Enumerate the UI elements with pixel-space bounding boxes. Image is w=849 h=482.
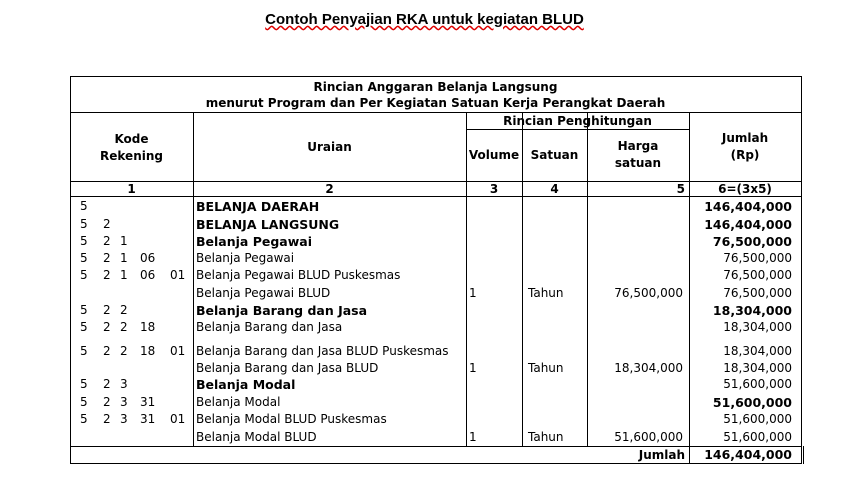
col-number: 6=(3x5)	[718, 182, 772, 196]
jumlah-cell: 76,500,000	[723, 251, 792, 265]
uraian-cell: Belanja Modal	[196, 395, 281, 409]
jumlah-cell: 18,304,000	[723, 320, 792, 334]
code-segment: 01	[170, 344, 186, 358]
code-segment: 2	[103, 234, 111, 248]
code-segment: 1	[120, 268, 128, 282]
code-segment: 3	[120, 377, 128, 391]
code-segment: 18	[140, 344, 156, 358]
code-segment: 2	[103, 251, 111, 265]
code-segment: 2	[103, 320, 111, 334]
code-segment: 1	[120, 234, 128, 248]
table-border	[70, 76, 802, 77]
header-kode: Kode	[114, 132, 149, 146]
code-segment: 5	[80, 251, 88, 265]
uraian-cell: Belanja Barang dan Jasa BLUD	[196, 361, 379, 375]
code-segment: 2	[103, 268, 111, 282]
code-segment: 5	[80, 412, 88, 426]
code-segment: 18	[140, 320, 156, 334]
code-segment: 2	[103, 217, 111, 231]
col-number: 1	[127, 182, 136, 196]
table-border	[803, 446, 804, 464]
code-segment: 06	[140, 268, 156, 282]
total-value: 146,404,000	[704, 447, 792, 462]
jumlah-cell: 146,404,000	[704, 199, 792, 214]
jumlah-cell: 18,304,000	[712, 303, 792, 318]
header-satuan: Satuan	[530, 148, 579, 162]
table-border	[193, 112, 194, 447]
col-number: 2	[325, 182, 334, 196]
code-segment: 2	[120, 320, 128, 334]
code-segment: 5	[80, 344, 88, 358]
uraian-cell: BELANJA LANGSUNG	[196, 217, 340, 232]
header-volume: Volume	[468, 148, 520, 162]
uraian-cell: Belanja Barang dan Jasa	[196, 320, 343, 334]
code-segment: 2	[103, 395, 111, 409]
code-segment: 5	[80, 268, 88, 282]
harga-cell: 76,500,000	[614, 286, 683, 300]
volume-cell: 1	[469, 430, 477, 444]
code-segment: 5	[80, 234, 88, 248]
code-segment: 01	[170, 268, 186, 282]
code-segment: 3	[120, 395, 128, 409]
table-title-line2: menurut Program dan Per Kegiatan Satuan Kerja Perangkat Daerah	[205, 96, 666, 110]
uraian-cell: Belanja Pegawai BLUD Puskesmas	[196, 268, 401, 282]
uraian-cell: Belanja Pegawai	[196, 251, 295, 265]
table-title-line1: Rincian Anggaran Belanja Langsung	[313, 80, 558, 94]
code-segment: 1	[120, 251, 128, 265]
table-border	[70, 463, 802, 464]
code-segment: 2	[103, 344, 111, 358]
code-segment: 5	[80, 377, 88, 391]
header-rekening: Rekening	[100, 149, 163, 163]
satuan-cell: Tahun	[528, 430, 564, 444]
volume-cell: 1	[469, 361, 477, 375]
uraian-cell: BELANJA DAERAH	[196, 199, 320, 214]
code-segment: 2	[103, 303, 111, 317]
jumlah-cell: 51,600,000	[723, 412, 792, 426]
jumlah-cell: 51,600,000	[712, 395, 792, 410]
col-number: 3	[489, 182, 499, 196]
jumlah-cell: 76,500,000	[723, 268, 792, 282]
code-segment: 2	[120, 344, 128, 358]
col-number: 5	[676, 182, 685, 196]
uraian-cell: Belanja Pegawai	[196, 234, 312, 249]
satuan-cell: Tahun	[528, 361, 564, 375]
header-rp: (Rp)	[730, 148, 760, 162]
uraian-cell: Belanja Modal BLUD	[196, 430, 317, 444]
jumlah-cell: 76,500,000	[712, 234, 792, 249]
harga-cell: 18,304,000	[614, 361, 683, 375]
total-label: Jumlah	[638, 448, 685, 462]
code-segment: 5	[80, 303, 88, 317]
header-jumlah: Jumlah	[721, 131, 769, 145]
code-segment: 2	[103, 377, 111, 391]
code-segment: 2	[120, 303, 128, 317]
header-harga: Harga	[617, 139, 659, 153]
header-satuan-harga: satuan	[614, 156, 662, 170]
col-number: 4	[550, 182, 559, 196]
code-segment: 31	[140, 412, 156, 426]
code-segment: 5	[80, 395, 88, 409]
jumlah-cell: 146,404,000	[704, 217, 792, 232]
uraian-cell: Belanja Modal	[196, 377, 296, 392]
page-title: Contoh Penyajian RKA untuk kegiatan BLUD	[265, 11, 584, 28]
code-segment: 01	[170, 412, 186, 426]
code-segment: 5	[80, 320, 88, 334]
code-segment: 5	[80, 217, 88, 231]
header-rincian: Rincian Penghitungan	[503, 114, 652, 128]
jumlah-cell: 76,500,000	[723, 286, 792, 300]
jumlah-cell: 18,304,000	[723, 344, 792, 358]
volume-cell: 1	[469, 286, 477, 300]
uraian-cell: Belanja Modal BLUD Puskesmas	[196, 412, 387, 426]
code-segment: 2	[103, 412, 111, 426]
jumlah-cell: 18,304,000	[723, 361, 792, 375]
table-border	[801, 76, 802, 464]
jumlah-cell: 51,600,000	[723, 377, 792, 391]
header-uraian: Uraian	[307, 140, 352, 154]
code-segment: 06	[140, 251, 156, 265]
satuan-cell: Tahun	[528, 286, 564, 300]
jumlah-cell: 51,600,000	[723, 430, 792, 444]
harga-cell: 51,600,000	[614, 430, 683, 444]
table-border	[70, 112, 802, 113]
uraian-cell: Belanja Barang dan Jasa BLUD Puskesmas	[196, 344, 449, 358]
uraian-cell: Belanja Barang dan Jasa	[196, 303, 368, 318]
code-segment: 5	[80, 199, 88, 213]
code-segment: 31	[140, 395, 156, 409]
uraian-cell: Belanja Pegawai BLUD	[196, 286, 331, 300]
code-segment: 3	[120, 412, 128, 426]
